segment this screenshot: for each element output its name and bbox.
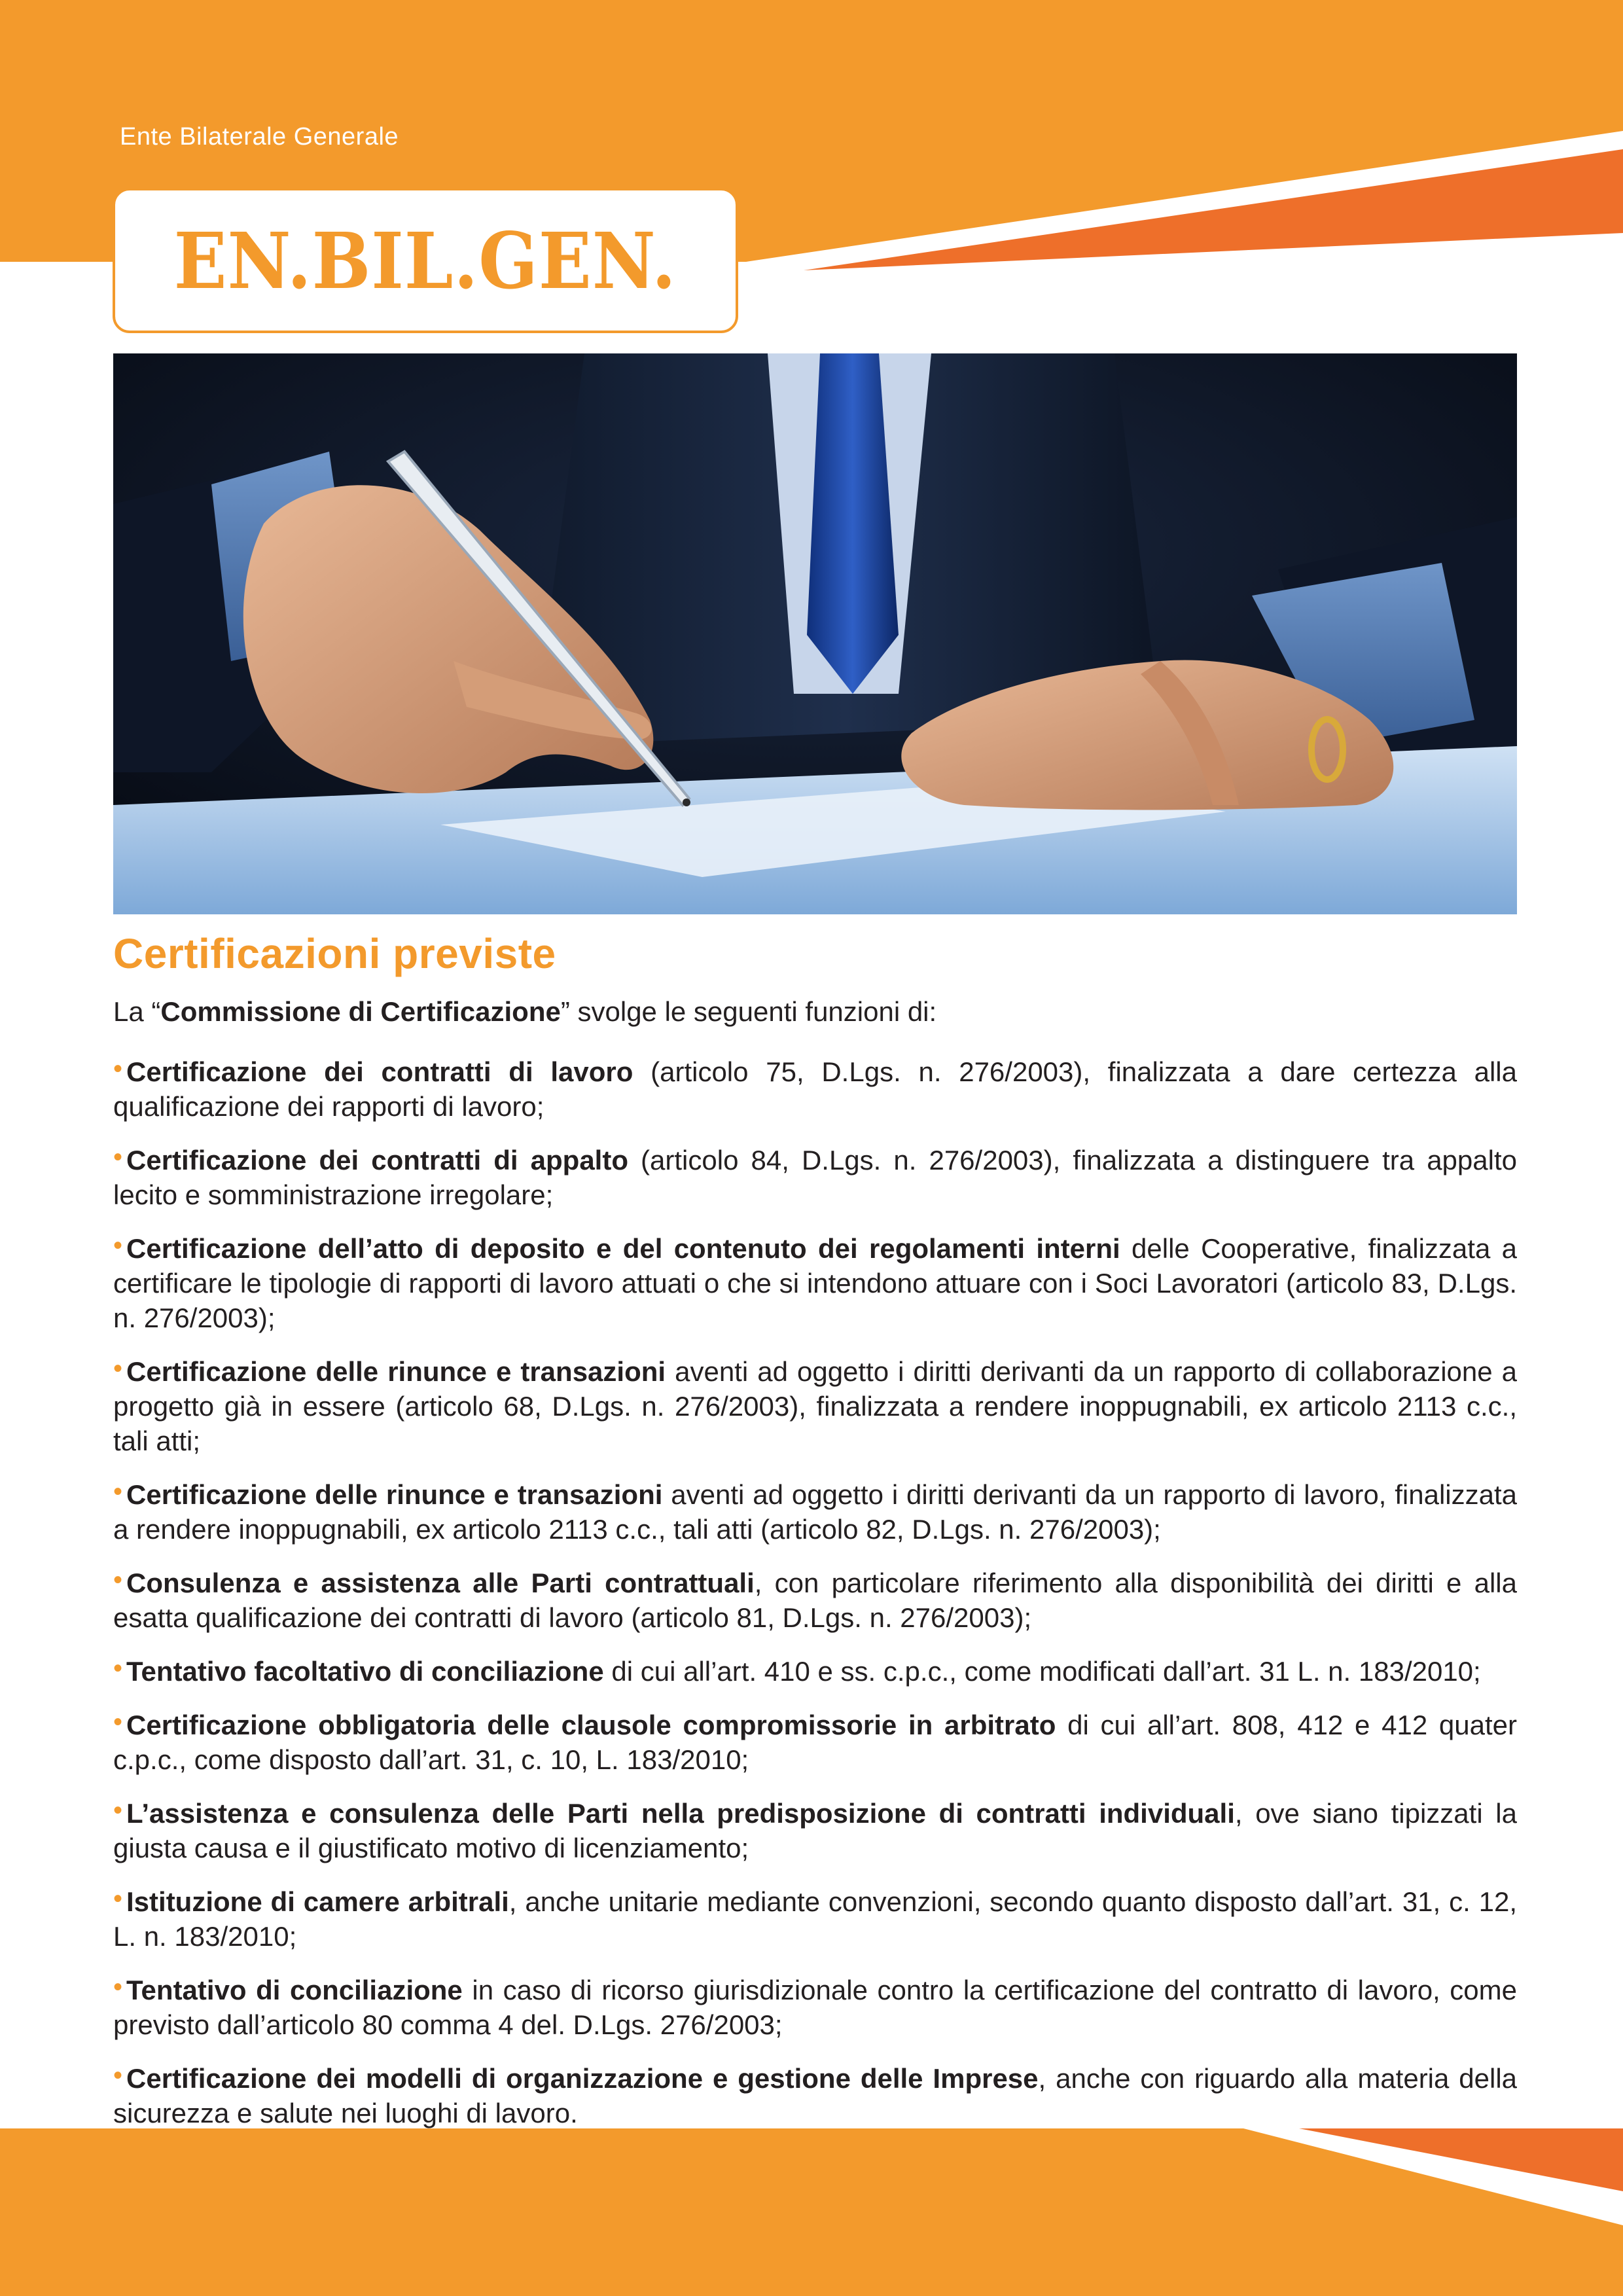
item-text: aventi ad oggetto i diritti derivanti da un rapporto di collaborazione a progetto già in essere (articolo 68, D.Lgs. n. 276/2003), finalizzata a rendere inoppugnabili, ex articolo 2113 c.c., tali atti; xyxy=(113,1356,1517,1456)
organization-subtitle: Ente Bilaterale Generale xyxy=(120,123,399,151)
bullet-icon: • xyxy=(113,1054,123,1083)
footer-background xyxy=(0,2114,1623,2296)
item-text: di cui all’art. 410 e ss. c.p.c., come modificati dall’art. 31 L. n. 183/2010; xyxy=(603,1656,1481,1687)
item-bold: Certificazione obbligatoria delle clausole compromissorie in arbitrato xyxy=(126,1710,1056,1740)
item-bold: Certificazione delle rinunce e transazioni xyxy=(126,1356,666,1387)
bullet-icon: • xyxy=(113,1477,123,1506)
list-item xyxy=(113,1882,1517,1954)
list-item xyxy=(113,1475,1517,1547)
bullet-icon: • xyxy=(113,1231,123,1260)
bullet-icon: • xyxy=(113,1566,123,1594)
certification-list xyxy=(113,1052,1517,2147)
intro-bold: Commissione di Certificazione xyxy=(160,996,561,1027)
intro-suffix: ” svolge le seguenti funzioni di: xyxy=(560,996,937,1027)
item-text: , ove siano tipizzati la giusta causa e il giustificato motivo di licenziamento; xyxy=(113,1798,1517,1863)
item-text: delle Cooperative, finalizzata a certificare le tipologie di rapporti di lavoro attuati o che si intendono attuare con i Soci Lavoratori (articolo 83, D.Lgs. n. 276/2003); xyxy=(113,1233,1517,1333)
bullet-icon: • xyxy=(113,1654,123,1683)
list-item xyxy=(113,1793,1517,1865)
list-item xyxy=(113,1352,1517,1458)
item-text: , con particolare riferimento alla disponibilità dei diritti e alla esatta qualificazione dei contratti di lavoro (articolo 81, D.Lgs. n. 276/2003); xyxy=(113,1568,1517,1633)
bullet-icon: • xyxy=(113,1884,123,1913)
pen-tip xyxy=(683,798,690,806)
item-bold: Tentativo di conciliazione xyxy=(126,1975,463,2005)
bullet-icon: • xyxy=(113,1708,123,1736)
item-text: (articolo 75, D.Lgs. n. 276/2003), finalizzata a dare certezza alla qualificazione dei rapporti di lavoro; xyxy=(113,1056,1517,1122)
list-item xyxy=(113,1970,1517,2042)
intro-paragraph xyxy=(113,996,1517,1028)
list-item xyxy=(113,1052,1517,1124)
list-item xyxy=(113,1705,1517,1777)
bullet-icon: • xyxy=(113,1973,123,2001)
item-text: , anche unitarie mediante convenzioni, secondo quanto disposto dall’art. 31, c. 12, L. n. 183/2010; xyxy=(113,1886,1517,1952)
list-item xyxy=(113,1140,1517,1212)
item-bold: Istituzione di camere arbitrali xyxy=(126,1886,509,1917)
intro-prefix: La “ xyxy=(113,996,161,1027)
item-bold: L’assistenza e consulenza delle Parti nella predisposizione di contratti individuali xyxy=(126,1798,1235,1829)
item-bold: Certificazione dei contratti di appalto xyxy=(126,1145,628,1175)
list-item xyxy=(113,1229,1517,1335)
bullet-icon: • xyxy=(113,1143,123,1172)
item-text: aventi ad oggetto i diritti derivanti da un rapporto di lavoro, finalizzata a rendere inoppugnabili, ex articolo 2113 c.c., tali atti (articolo 82, D.Lgs. n. 276/2003); xyxy=(113,1479,1517,1545)
bullet-icon: • xyxy=(113,1796,123,1825)
list-item xyxy=(113,1651,1517,1689)
item-text: (articolo 84, D.Lgs. n. 276/2003), finalizzata a distinguere tra appalto lecito e somministrazione irregolare; xyxy=(113,1145,1517,1210)
item-bold: Certificazione delle rinunce e transazioni xyxy=(126,1479,663,1510)
section-title: Certificazioni previste xyxy=(113,930,556,977)
logo-box xyxy=(113,188,738,333)
logo-text: EN.BIL.GEN. xyxy=(173,215,677,306)
item-bold: Consulenza e assistenza alle Parti contrattuali xyxy=(126,1568,755,1598)
footer-orange-band xyxy=(0,2128,1623,2296)
item-bold: Certificazione dell’atto di deposito e del contenuto dei regolamenti interni xyxy=(126,1233,1120,1264)
bullet-icon: • xyxy=(113,2061,123,2090)
bullet-icon: • xyxy=(113,1354,123,1383)
item-text: di cui all’art. 808, 412 e 412 quater c.p.c., come disposto dall’art. 31, c. 10, L. 183/2010; xyxy=(113,1710,1517,1775)
item-bold: Certificazione dei contratti di lavoro xyxy=(126,1056,633,1087)
hero-image xyxy=(113,353,1517,914)
list-item xyxy=(113,1563,1517,1635)
item-bold: Certificazione dei modelli di organizzazione e gestione delle Imprese xyxy=(126,2063,1039,2094)
item-text: , anche con riguardo alla materia della sicurezza e salute nei luoghi di lavoro. xyxy=(113,2063,1518,2128)
item-text: in caso di ricorso giurisdizionale contro la certificazione del contratto di lavoro, come previsto dall’articolo 80 comma 4 del. D.Lgs. 276/2003; xyxy=(113,1975,1517,2040)
item-bold: Tentativo facoltativo di conciliazione xyxy=(126,1656,604,1687)
